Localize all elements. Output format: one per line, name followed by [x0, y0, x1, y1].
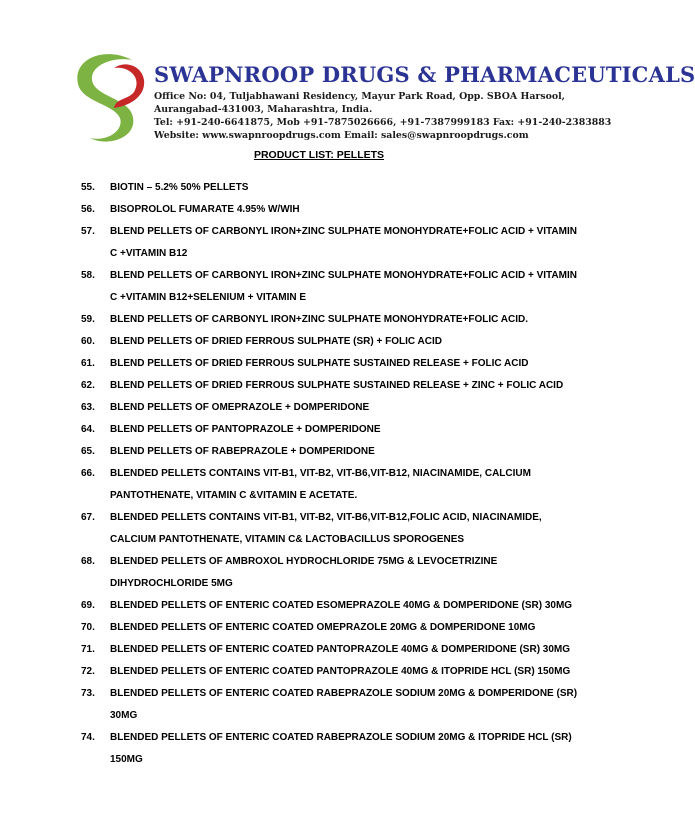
list-item — [81, 375, 581, 397]
item-text: BLEND PELLETS OF RABEPRAZOLE + DOMPERIDONE — [110, 446, 375, 457]
item-number: 62. — [81, 380, 95, 391]
item-number: 61. — [81, 358, 95, 369]
letterhead — [70, 48, 695, 158]
item-text: BLENDED PELLETS OF AMBROXOL HYDROCHLORIDE 75MG & LEVOCETRIZINE DIHYDROCHLORIDE 5MG — [110, 556, 498, 589]
list-item — [81, 199, 581, 221]
item-text: BLEND PELLETS OF PANTOPRAZOLE + DOMPERIDONE — [110, 424, 381, 435]
item-text: BISOPROLOL FUMARATE 4.95% W/WIH — [110, 204, 300, 215]
list-item — [81, 551, 581, 595]
item-text: BLENDED PELLETS OF ENTERIC COATED PANTOPRAZOLE 40MG & ITOPRIDE HCL (SR) 150MG — [110, 666, 571, 677]
contact-line: Tel: +91-240-6641875, Mob +91-7875026666, +91-7387999183 Fax: +91-240-2383883 — [154, 117, 612, 128]
item-text: BLENDED PELLETS OF ENTERIC COATED RABEPRAZOLE SODIUM 20MG & DOMPERIDONE (SR) 30MG — [110, 688, 578, 721]
list-item — [81, 683, 581, 727]
item-text: BLENDED PELLETS OF ENTERIC COATED OMEPRAZOLE 20MG & DOMPERIDONE 10MG — [110, 622, 536, 633]
item-text: BLEND PELLETS OF DRIED FERROUS SULPHATE (SR) + FOLIC ACID — [110, 336, 442, 347]
address-line-2: Aurangabad-431003, Maharashtra, India. — [154, 104, 373, 115]
item-text: BLENDED PELLETS OF ENTERIC COATED PANTOPRAZOLE 40MG & DOMPERIDONE (SR) 30MG — [110, 644, 571, 655]
list-item — [81, 617, 581, 639]
item-text: BLEND PELLETS OF DRIED FERROUS SULPHATE SUSTAINED RELEASE + FOLIC ACID — [110, 358, 529, 369]
item-number: 72. — [81, 666, 95, 677]
item-number: 63. — [81, 402, 95, 413]
company-name: SWAPNROOP DRUGS & PHARMACEUTICALS — [154, 62, 695, 87]
address-block — [154, 90, 611, 142]
item-number: 74. — [81, 732, 95, 743]
item-number: 71. — [81, 644, 95, 655]
item-number: 57. — [81, 226, 95, 237]
item-number: 73. — [81, 688, 95, 699]
list-item — [81, 397, 581, 419]
company-logo-icon — [70, 48, 150, 153]
list-item — [81, 221, 581, 265]
list-item — [81, 309, 581, 331]
list-item — [81, 507, 581, 551]
item-number: 70. — [81, 622, 95, 633]
list-item — [81, 441, 581, 463]
item-number: 67. — [81, 512, 95, 523]
item-number: 55. — [81, 182, 95, 193]
item-text: BLEND PELLETS OF CARBONYL IRON+ZINC SULPHATE MONOHYDRATE+FOLIC ACID + VITAMIN C +VITAMIN B12 — [110, 226, 577, 259]
list-item — [81, 595, 581, 617]
list-item — [81, 331, 581, 353]
web-line: Website: www.swapnroopdrugs.com Email: sales@swapnroopdrugs.com — [154, 130, 529, 141]
list-item — [81, 265, 581, 309]
item-number: 64. — [81, 424, 95, 435]
item-number: 69. — [81, 600, 95, 611]
item-text: BLEND PELLETS OF OMEPRAZOLE + DOMPERIDONE — [110, 402, 370, 413]
list-item — [81, 463, 581, 507]
item-text: BLEND PELLETS OF CARBONYL IRON+ZINC SULPHATE MONOHYDRATE+FOLIC ACID. — [110, 314, 528, 325]
product-list — [81, 177, 581, 771]
item-text: BIOTIN – 5.2% 50% PELLETS — [110, 182, 249, 193]
page-title: PRODUCT LIST: PELLETS — [253, 149, 385, 161]
item-number: 58. — [81, 270, 95, 281]
list-item — [81, 419, 581, 441]
list-item — [81, 727, 581, 771]
item-text: BLENDED PELLETS OF ENTERIC COATED RABEPRAZOLE SODIUM 20MG & ITOPRIDE HCL (SR) 150MG — [110, 732, 572, 765]
list-item — [81, 177, 581, 199]
item-text: BLEND PELLETS OF CARBONYL IRON+ZINC SULPHATE MONOHYDRATE+FOLIC ACID + VITAMIN C +VITAMIN B12+SELENIUM + VITAMIN E — [110, 270, 577, 303]
item-text: BLENDED PELLETS CONTAINS VIT-B1, VIT-B2, VIT-B6,VIT-B12, NIACINAMIDE, CALCIUM PANTOTHENATE, VITAMIN C &VITAMIN E ACETATE. — [110, 468, 531, 501]
item-text: BLEND PELLETS OF DRIED FERROUS SULPHATE SUSTAINED RELEASE + ZINC + FOLIC ACID — [110, 380, 564, 391]
item-number: 66. — [81, 468, 95, 479]
list-item — [81, 353, 581, 375]
item-text: BLENDED PELLETS CONTAINS VIT-B1, VIT-B2, VIT-B6,VIT-B12,FOLIC ACID, NIACINAMIDE, CALCIUM PANTOTHENATE, VITAMIN C& LACTOBACILLUS SPOROGENES — [110, 512, 542, 545]
item-number: 56. — [81, 204, 95, 215]
item-number: 65. — [81, 446, 95, 457]
list-item — [81, 661, 581, 683]
item-number: 59. — [81, 314, 95, 325]
list-item — [81, 639, 581, 661]
address-line-1: Office No: 04, Tuljabhawani Residency, Mayur Park Road, Opp. SBOA Harsool, — [154, 91, 565, 102]
item-number: 60. — [81, 336, 95, 347]
item-number: 68. — [81, 556, 95, 567]
item-text: BLENDED PELLETS OF ENTERIC COATED ESOMEPRAZOLE 40MG & DOMPERIDONE (SR) 30MG — [110, 600, 573, 611]
